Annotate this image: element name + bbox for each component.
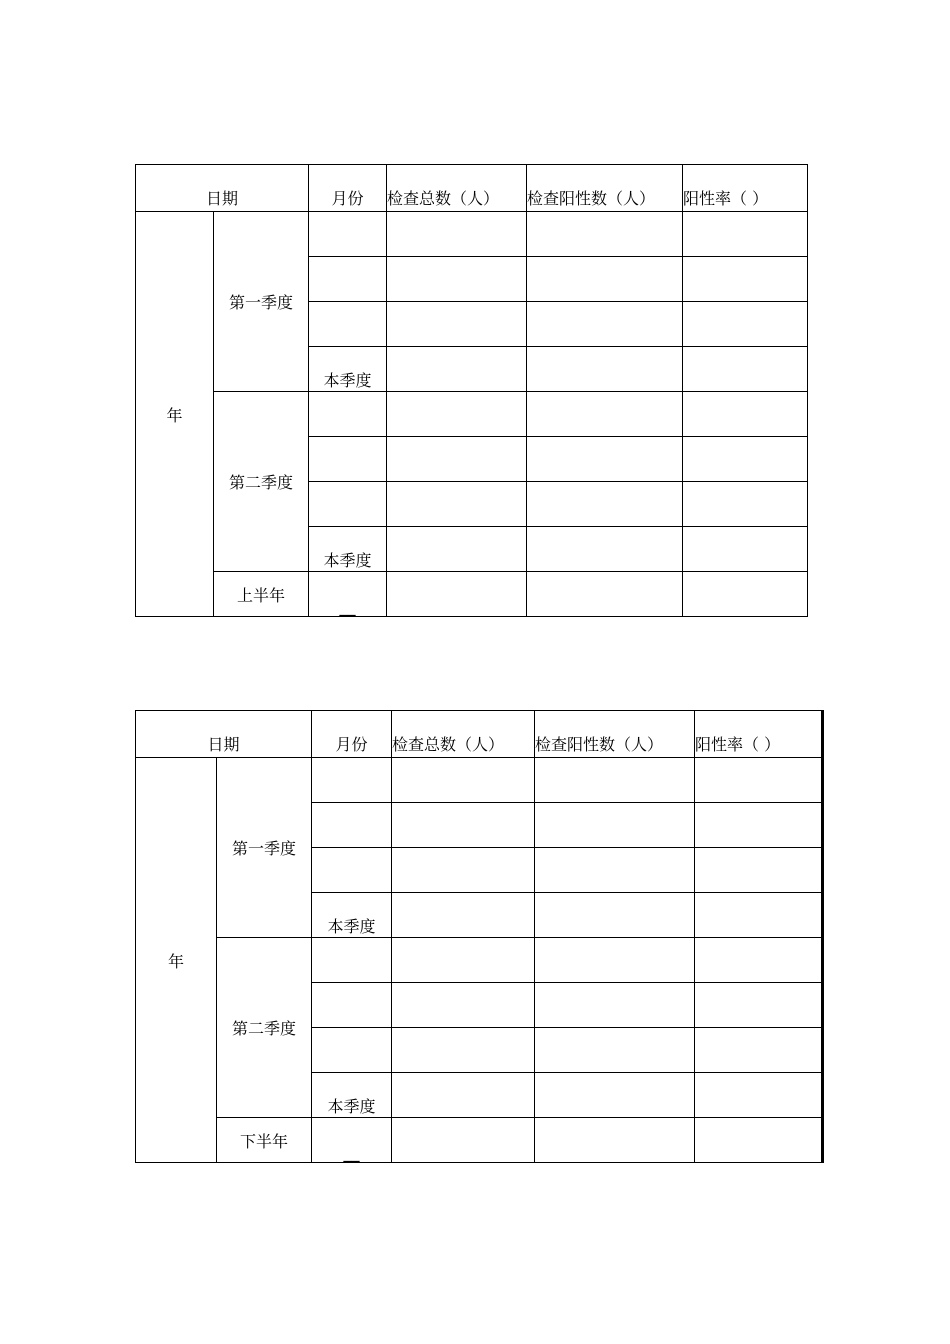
table-row xyxy=(136,1118,823,1163)
header-row xyxy=(136,711,823,758)
half-year-label: 下半年 xyxy=(217,1118,312,1163)
second-half-table xyxy=(135,710,824,1163)
rate-cell[interactable] xyxy=(683,347,808,392)
q2-cell: 第二季度 xyxy=(214,392,309,572)
header-rate: 阳性率（ ） xyxy=(695,711,823,758)
positive-cell[interactable] xyxy=(527,572,683,617)
positive-cell[interactable] xyxy=(527,392,683,437)
quarter-total-label: 本季度 xyxy=(312,893,392,938)
total-cell[interactable] xyxy=(387,392,527,437)
table-row xyxy=(136,392,808,437)
header-month: 月份 xyxy=(309,165,387,212)
positive-cell[interactable] xyxy=(527,302,683,347)
first-half-table xyxy=(135,164,808,617)
year-cell: 年 xyxy=(136,212,214,617)
positive-cell[interactable] xyxy=(527,347,683,392)
positive-cell[interactable] xyxy=(527,437,683,482)
rate-cell[interactable] xyxy=(683,482,808,527)
rate-cell[interactable] xyxy=(683,302,808,347)
total-cell[interactable] xyxy=(392,758,535,803)
month-cell[interactable] xyxy=(309,392,387,437)
positive-cell[interactable] xyxy=(535,803,695,848)
month-cell[interactable] xyxy=(312,938,392,983)
header-rate: 阳性率（ ） xyxy=(683,165,808,212)
total-cell[interactable] xyxy=(387,347,527,392)
month-cell[interactable] xyxy=(309,257,387,302)
rate-cell[interactable] xyxy=(683,212,808,257)
quarter-total-label: 本季度 xyxy=(309,527,387,572)
rate-cell[interactable] xyxy=(695,848,823,893)
rate-cell[interactable] xyxy=(683,392,808,437)
positive-cell[interactable] xyxy=(535,983,695,1028)
quarter-total-label: 本季度 xyxy=(312,1073,392,1118)
positive-cell[interactable] xyxy=(527,527,683,572)
month-cell[interactable] xyxy=(309,482,387,527)
rate-cell[interactable] xyxy=(695,758,823,803)
positive-cell[interactable] xyxy=(527,212,683,257)
rate-cell[interactable] xyxy=(695,1118,823,1163)
total-cell[interactable] xyxy=(387,257,527,302)
table-row xyxy=(136,212,808,257)
positive-cell[interactable] xyxy=(527,257,683,302)
total-cell[interactable] xyxy=(392,938,535,983)
header-total: 检查总数（人） xyxy=(387,165,527,212)
half-month-mark: __ xyxy=(312,1118,392,1163)
month-cell[interactable] xyxy=(309,437,387,482)
positive-cell[interactable] xyxy=(535,938,695,983)
rate-cell[interactable] xyxy=(695,983,823,1028)
header-row xyxy=(136,165,808,212)
header-date: 日期 xyxy=(136,165,309,212)
rate-cell[interactable] xyxy=(695,1073,823,1118)
total-cell[interactable] xyxy=(392,1073,535,1118)
rate-cell[interactable] xyxy=(695,1028,823,1073)
total-cell[interactable] xyxy=(392,803,535,848)
half-month-mark: __ xyxy=(309,572,387,617)
total-cell[interactable] xyxy=(392,848,535,893)
positive-cell[interactable] xyxy=(535,1028,695,1073)
header-date: 日期 xyxy=(136,711,312,758)
positive-cell[interactable] xyxy=(535,893,695,938)
total-cell[interactable] xyxy=(392,983,535,1028)
rate-cell[interactable] xyxy=(683,572,808,617)
total-cell[interactable] xyxy=(387,572,527,617)
half-year-label: 上半年 xyxy=(214,572,309,617)
header-total: 检查总数（人） xyxy=(392,711,535,758)
q1-cell: 第一季度 xyxy=(217,758,312,938)
positive-cell[interactable] xyxy=(527,482,683,527)
table-row xyxy=(136,758,823,803)
header-positive: 检查阳性数（人） xyxy=(535,711,695,758)
table-row xyxy=(136,572,808,617)
month-cell[interactable] xyxy=(309,302,387,347)
total-cell[interactable] xyxy=(392,1118,535,1163)
rate-cell[interactable] xyxy=(695,893,823,938)
year-cell: 年 xyxy=(136,758,217,1163)
positive-cell[interactable] xyxy=(535,1118,695,1163)
month-cell[interactable] xyxy=(309,212,387,257)
rate-cell[interactable] xyxy=(695,803,823,848)
rate-cell[interactable] xyxy=(683,257,808,302)
total-cell[interactable] xyxy=(387,302,527,347)
total-cell[interactable] xyxy=(387,527,527,572)
month-cell[interactable] xyxy=(312,758,392,803)
table-row xyxy=(136,938,823,983)
quarter-total-label: 本季度 xyxy=(309,347,387,392)
rate-cell[interactable] xyxy=(683,437,808,482)
month-cell[interactable] xyxy=(312,803,392,848)
positive-cell[interactable] xyxy=(535,758,695,803)
total-cell[interactable] xyxy=(387,482,527,527)
total-cell[interactable] xyxy=(392,1028,535,1073)
rate-cell[interactable] xyxy=(683,527,808,572)
q2-cell: 第二季度 xyxy=(217,938,312,1118)
total-cell[interactable] xyxy=(387,437,527,482)
header-positive: 检查阳性数（人） xyxy=(527,165,683,212)
header-month: 月份 xyxy=(312,711,392,758)
month-cell[interactable] xyxy=(312,983,392,1028)
positive-cell[interactable] xyxy=(535,1073,695,1118)
rate-cell[interactable] xyxy=(695,938,823,983)
q1-cell: 第一季度 xyxy=(214,212,309,392)
total-cell[interactable] xyxy=(392,893,535,938)
total-cell[interactable] xyxy=(387,212,527,257)
month-cell[interactable] xyxy=(312,848,392,893)
month-cell[interactable] xyxy=(312,1028,392,1073)
positive-cell[interactable] xyxy=(535,848,695,893)
